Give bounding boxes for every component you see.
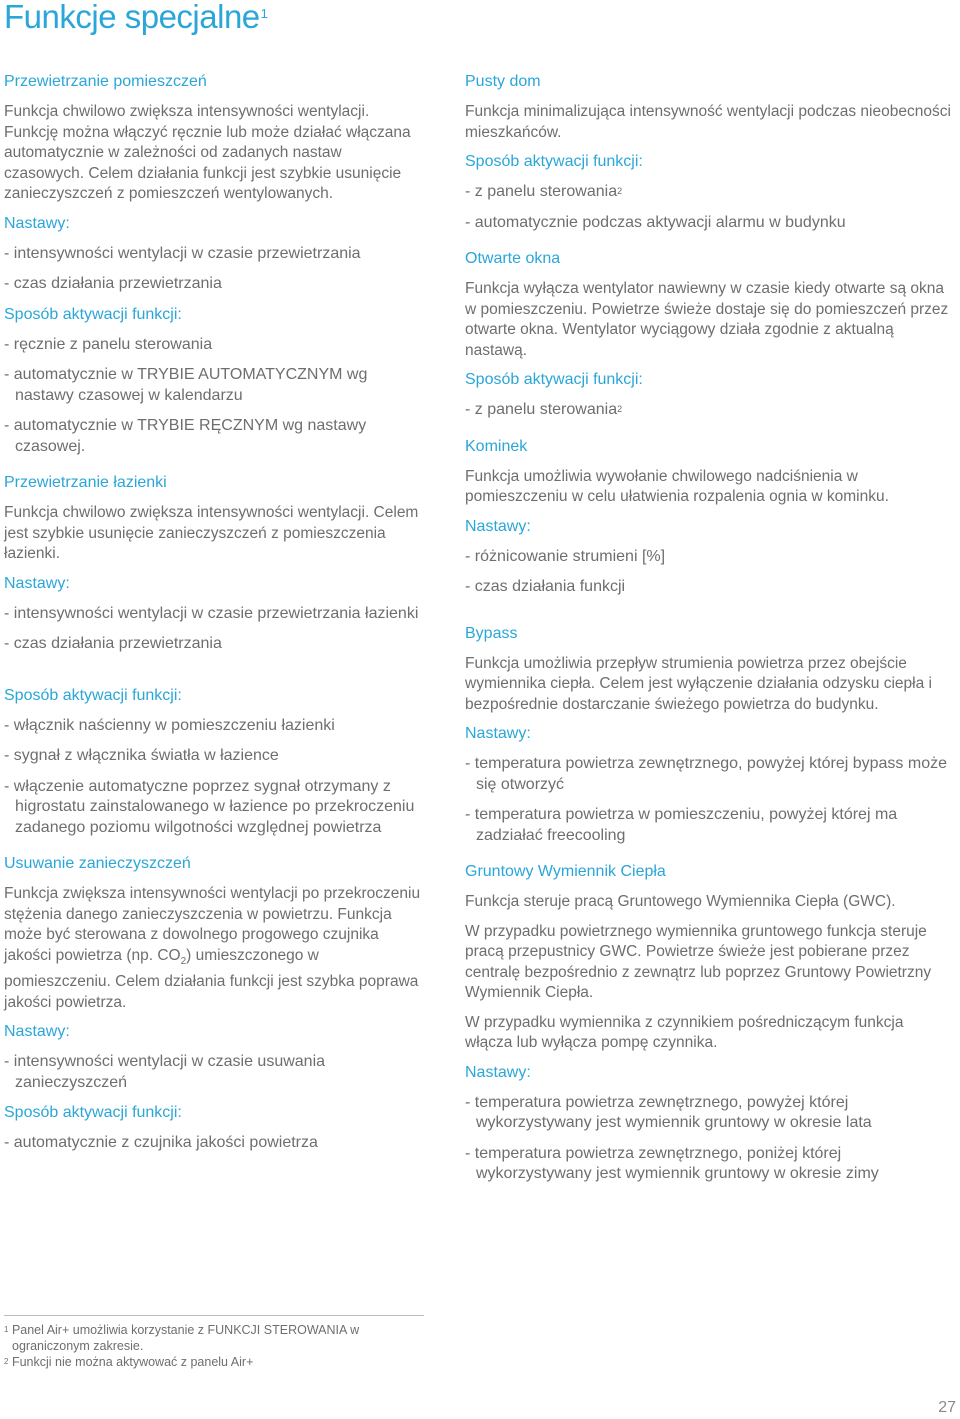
list-item: - intensywności wentylacji w czasie usuwania zanieczyszczeń [4, 1053, 326, 1091]
list-item: - czas działania przewietrzania [4, 275, 222, 292]
list-item: - temperatura powietrza zewnętrznego, powyżej której bypass może się otworzyć [465, 755, 947, 793]
section-przewietrzanie-pomieszczen [4, 72, 424, 457]
section-description: Funkcja wyłącza wentylator nawiewny w czasie kiedy otwarte są okna w pomieszczeniu. Powietrze świeże dostaje się do pomieszczeń przez otwarte okna. Wentylator wyciągowy działa zgodnie z aktualną nastawą. [465, 280, 949, 359]
section-description: Funkcja umożliwia wywołanie chwilowego nadciśnienia w pomieszczeniu w celu ułatwienia rozpalenia ognia w kominku. [465, 467, 889, 505]
section-description: Funkcja steruje pracą Gruntowego Wymiennika Ciepła (GWC). [465, 893, 896, 910]
list-item: - czas działania funkcji [465, 578, 626, 595]
left-column [4, 72, 424, 1164]
settings-label: Nastawy: [4, 1023, 70, 1041]
section-description: Funkcja minimalizująca intensywność wentylacji podczas nieobecności mieszkańców. [465, 103, 951, 141]
section-description: Funkcja zwiększa intensywności wentylacji po przekroczeniu stężenia danego zanieczyszczenia w powietrzu. Funkcja może być sterowana z dowolnego progowego czujnika jakości powietrza (np. $CO_2$) umieszczonego w pomieszczeniu. Celem działania funkcji jest szybka poprawa jakości powietrza. [4, 885, 421, 1011]
section-title: Gruntowy Wymiennik Ciepła [465, 863, 666, 880]
settings-label: Nastawy: [465, 725, 531, 742]
section-description: W przypadku wymiennika z czynnikiem pośredniczącym funkcja włącza lub wyłącza pompę czynnika. [465, 1013, 904, 1051]
list-item: - intensywności wentylacji w czasie przewietrzania łazienki [4, 604, 419, 622]
list-item: - włączenie automatyczne poprzez sygnał otrzymany z higrostatu zainstalowanego w łazience po przekroczeniu zadanego poziomu wilgotności względnej powietrza [4, 777, 415, 836]
list-item: - ręcznie z panelu sterowania [4, 335, 213, 353]
settings-label: Nastawy: [4, 214, 70, 232]
list-item: - temperatura powietrza zewnętrznego, powyżej której wykorzystywany jest wymiennik gruntowy w okresie lata [465, 1093, 872, 1131]
activation-label: Sposób aktywacji funkcji: [4, 305, 182, 323]
activation-label: Sposób aktywacji funkcji: [4, 1104, 182, 1122]
activation-label: Sposób aktywacji funkcji: [465, 371, 643, 388]
list-item: - sygnał z włącznika światła w łazience [4, 747, 279, 764]
settings-label: Nastawy: [4, 574, 70, 592]
section-title: Przewietrzanie łazienki [4, 474, 167, 491]
section-title: Usuwanie zanieczyszczeń [4, 855, 191, 872]
section-przewietrzanie-lazienki [4, 473, 424, 838]
section-usuwanie-zanieczyszczen [4, 854, 424, 1154]
list-item: - temperatura powietrza w pomieszczeniu, powyżej której ma zadziałać freecooling [465, 806, 898, 844]
section-title: Przewietrzanie pomieszczeń [4, 73, 207, 90]
list-item: - automatycznie w TRYBIE AUTOMATYCZNYM wg nastawy czasowej w kalendarzu [4, 366, 368, 404]
settings-label: Nastawy: [465, 517, 531, 535]
footnote-divider [4, 1315, 424, 1316]
settings-label: Nastawy: [465, 1063, 531, 1081]
list-item: - różnicowanie strumieni [%] [465, 547, 666, 565]
list-item: - temperatura powietrza zewnętrznego, poniżej której wykorzystywany jest wymiennik gruntowy w okresie zimy [465, 1144, 879, 1182]
list-item: - włącznik naścienny w pomieszczeniu łazienki [4, 716, 335, 734]
list-item: - intensywności wentylacji w czasie przewietrzania [4, 244, 361, 262]
section-kominek [465, 437, 955, 598]
page-title: Funkcje specjalne$^1$ [4, 0, 268, 35]
section-title: Bypass [465, 624, 518, 642]
list-item: - z panelu sterowania$^2$ [465, 183, 623, 200]
footnotes [4, 1322, 424, 1370]
footnote: $^2$ Funkcji nie można aktywować z panelu Air+ [4, 1355, 254, 1369]
footnote: $^1$ Panel Air+ umożliwia korzystanie z FUNKCJI STEROWANIA w ograniczonym zakresie. [4, 1323, 360, 1353]
page-number: 27 [938, 1399, 956, 1416]
section-title: Otwarte okna [465, 250, 561, 267]
section-description: Funkcja chwilowo zwiększa intensywności wentylacji. Funkcję można włączyć ręcznie lub może działać włączana automatycznie w zależności od zadanych nastaw czasowych. Celem działania funkcji jest szybkie usunięcie zanieczyszczeń z pomieszczeń wentylowanych. [4, 103, 411, 202]
activation-label: Sposób aktywacji funkcji: [4, 686, 182, 704]
section-title: Pusty dom [465, 73, 541, 90]
activation-label: Sposób aktywacji funkcji: [465, 153, 643, 170]
list-item: - z panelu sterowania$^2$ [465, 401, 623, 418]
section-bypass [465, 624, 955, 847]
section-pusty-dom [465, 72, 955, 233]
right-column [465, 72, 955, 1195]
list-item: - automatycznie z czujnika jakości powietrza [4, 1134, 318, 1152]
section-description: W przypadku powietrznego wymiennika gruntowego funkcja steruje pracą przepustnicy GWC. Powietrze świeże jest pobierane przez centralę bezpośrednio z zewnątrz lub poprzez Gruntowy Powietrzny Wymiennik Ciepła. [465, 922, 932, 1001]
list-item: - automatycznie w TRYBIE RĘCZNYM wg nastawy czasowej. [4, 417, 367, 455]
title-footnote-mark: 1 [260, 6, 268, 21]
list-item: - czas działania przewietrzania [4, 635, 222, 652]
section-otwarte-okna [465, 249, 955, 421]
section-description: Funkcja chwilowo zwiększa intensywności wentylacji. Celem jest szybkie usunięcie zanieczyszczeń z pomieszczenia łazienki. [4, 504, 419, 562]
section-title: Kominek [465, 437, 528, 455]
list-item: - automatycznie podczas aktywacji alarmu w budynku [465, 213, 846, 231]
section-gruntowy-wymiennik-ciepla [465, 862, 955, 1185]
section-description: Funkcja umożliwia przepływ strumienia powietrza przez obejście wymiennika ciepła. Celem jest wyłączenie działania odzysku ciepła i bezpośrednie dostarczanie świeżego powietrza do budynku. [465, 654, 932, 713]
